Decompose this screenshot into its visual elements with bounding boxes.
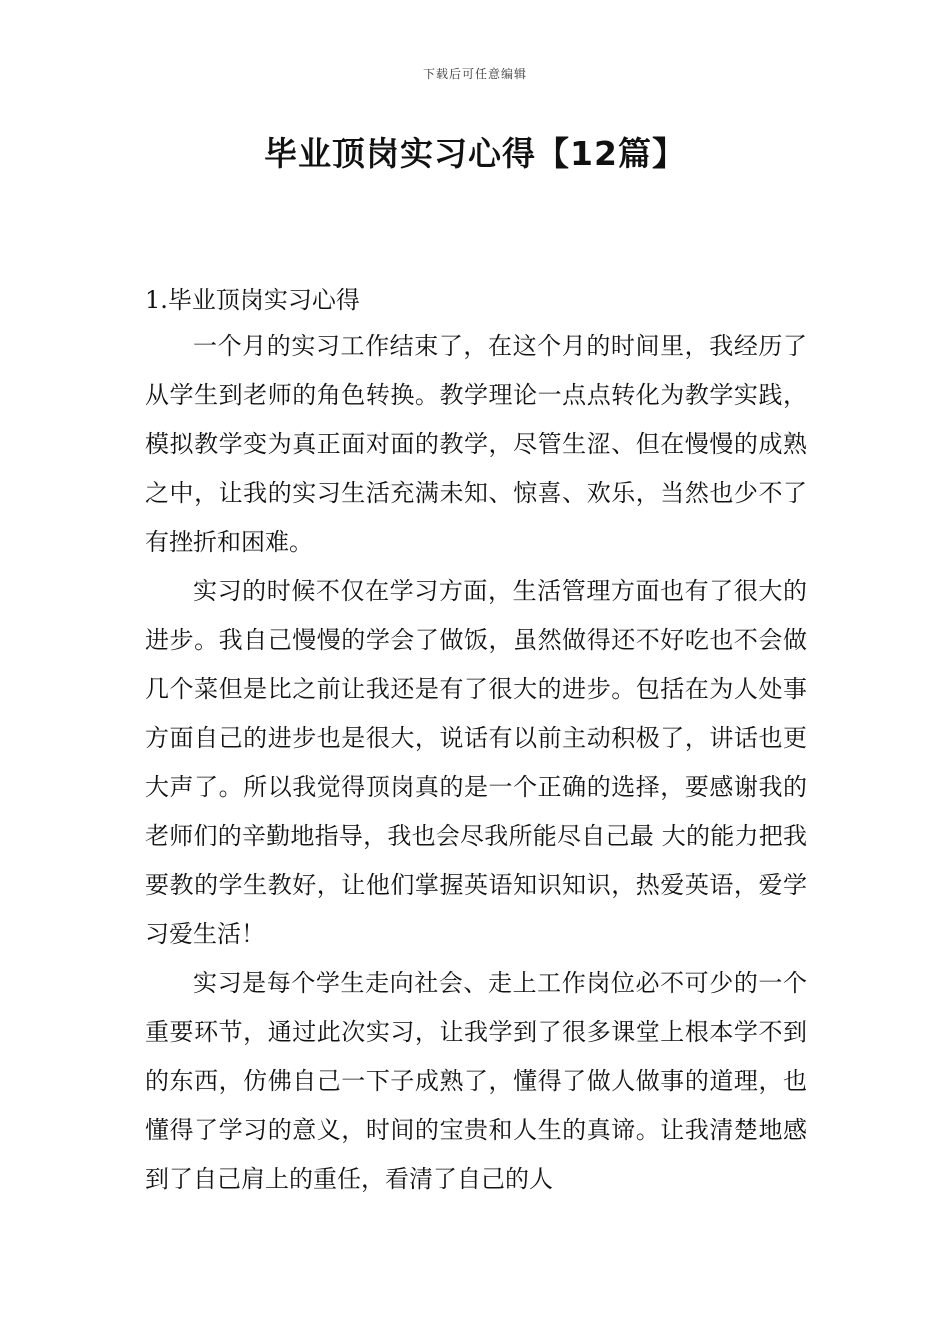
document-title: 毕业顶岗实习心得【12篇】 — [264, 134, 686, 173]
paragraph-2: 实习的时候不仅在学习方面，生活管理方面也有了很大的进步。我自己慢慢的学会了做饭，虽然做得还不好吃也不会做几个菜但是比之前让我还是有了很大的进步。包括在为人处事方面自己的进步也是很大，说话有以前主动积极了，讲话也更大声了。所以我觉得顶岗真的是一个正确的选择，要感谢我的老师们的辛勤地指导，我也会尽我所能尽自己最 大的能力把我要教的学生教好，让他们掌握英语知识知识，热爱英语，爱学习爱生活！ — [145, 577, 807, 948]
section-heading: 1.毕业顶岗实习心得 — [145, 286, 360, 314]
document-body — [145, 282, 807, 1204]
paragraph-1: 一个月的实习工作结束了，在这个月的时间里，我经历了从学生到老师的角色转换。教学理论一点点转化为教学实践，模拟教学变为真正面对面的教学，尽管生涩、但在慢慢的成熟之中，让我的实习生活充满未知、惊喜、欢乐，当然也少不了有挫折和困难。 — [145, 332, 807, 556]
paragraph-3: 实习是每个学生走向社会、走上工作岗位必不可少的一个重要环节，通过此次实习，让我学到了很多课堂上根本学不到的东西，仿佛自己一下子成熟了，懂得了做人做事的道理，也懂得了学习的意义，时间的宝贵和人生的真谛。让我清楚地感到了自己肩上的重任，看清了自己的人 — [145, 969, 807, 1193]
header-note: 下载后可任意编辑 — [422, 67, 527, 81]
